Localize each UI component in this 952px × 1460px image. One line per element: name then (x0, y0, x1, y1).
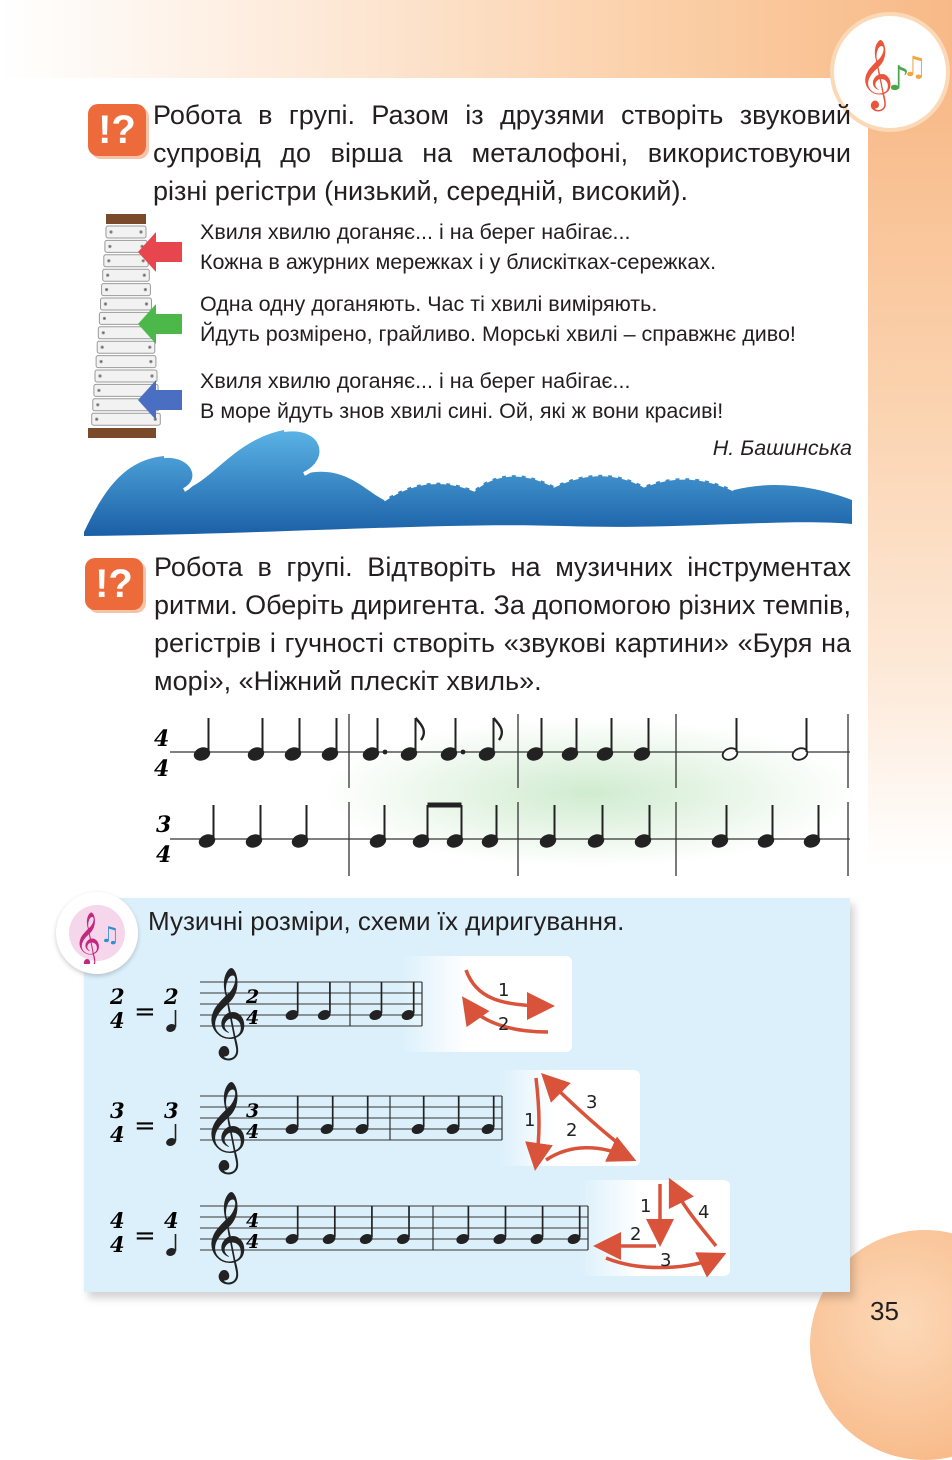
meter-count: 2 (164, 984, 179, 1009)
sea-waves-illustration (84, 420, 852, 536)
register-arrows (138, 232, 184, 428)
dotted-note (362, 718, 387, 762)
meter-row-4-4 (110, 1180, 730, 1285)
poem-line: Хвиля хвилю доганяє... і на берег набігає... (200, 369, 631, 393)
meter-denominator: 4 (110, 1122, 125, 1147)
treble-clef-icon: 𝄞 (202, 967, 249, 1057)
quarter-note (587, 805, 605, 849)
staff-time-top: 4 (246, 1210, 260, 1232)
beat-number: 4 (698, 1202, 710, 1223)
high-register-arrow (138, 232, 182, 272)
equals-sign: = (134, 1221, 156, 1251)
equals-sign: = (134, 997, 156, 1027)
task-1-text: Робота в групі. Разом із друзями створіть звуковий супровід до вірша на металофоні, використовуючи різні регістри (низький, середній, високий). (153, 100, 851, 206)
quarter-note (633, 718, 651, 762)
quarter-note (193, 718, 211, 762)
info-box-title: Музичні розміри, схеми їх диригування. (148, 906, 625, 936)
quarter-note (291, 805, 309, 849)
right-decor-band (868, 78, 952, 1394)
beat-number: 2 (498, 1014, 510, 1035)
quarter-note (446, 805, 464, 849)
poem-stanza-2 (200, 289, 796, 349)
conducting-card (400, 956, 572, 1052)
middle-register-arrow (138, 304, 182, 344)
poem-line: Одна одну доганяють. Час ті хвилі виміряють. (200, 292, 658, 316)
staff-time-bottom: 4 (246, 1007, 260, 1029)
page-number: 35 (870, 1296, 899, 1326)
treble-clef-icon: 𝄞 (202, 1081, 249, 1171)
quarter-note (711, 805, 729, 849)
meter-numerator: 2 (110, 984, 125, 1009)
beat-number: 3 (586, 1092, 598, 1113)
quarter-note (539, 805, 557, 849)
poem-line: Кожна в ажурних мережках і у блискітках-сережках. (200, 250, 717, 274)
meter-denominator: 4 (110, 1232, 125, 1257)
eighth-note (400, 718, 424, 762)
half-note (721, 718, 739, 762)
svg-text:♪: ♪ (888, 59, 910, 99)
svg-text:♫: ♫ (100, 923, 120, 948)
quarter-note (596, 718, 614, 762)
quarter-note (198, 805, 216, 849)
meter-numerator: 3 (110, 1098, 125, 1123)
quarter-note (245, 805, 263, 849)
poem-line: Йдуть розмірено, грайливо. Морські хвилі – справжнє диво! (200, 322, 796, 346)
svg-text:♫: ♫ (902, 50, 928, 83)
treble-clef-icon: 𝄞 (202, 1191, 249, 1281)
beat-number: 1 (524, 1110, 536, 1131)
meter-row-3-4 (110, 1070, 640, 1175)
rhythm-staves (150, 708, 854, 880)
task-2-text: Робота в групі. Відтворіть на музичних інструментах ритми. Оберіть диригента. За допомогою різних темпів, регістрів і гучності створіть «звукові картини» «Буря на морі», «Ніжний плескіт хвиль». (154, 552, 851, 696)
poem-line: Хвиля хвилю доганяє... і на берег набігає... (200, 220, 631, 244)
poem-line: В море йдуть знов хвилі сині. Ой, які ж вони красиві! (200, 399, 724, 423)
meter-numerator: 4 (110, 1208, 125, 1233)
quarter-note (526, 718, 544, 762)
group-task-icon: !? (85, 558, 143, 610)
time-signature-bottom: 4 (156, 842, 172, 868)
time-signature-bottom: 4 (154, 756, 170, 782)
equals-sign: = (134, 1111, 156, 1141)
quarter-note (803, 805, 821, 849)
conducting-card (500, 1070, 640, 1166)
beat-number: 1 (498, 980, 510, 1001)
time-signature-top: 4 (154, 726, 170, 752)
staff-time-top: 2 (246, 986, 260, 1008)
treble-clef-icon (850, 32, 930, 112)
rhythm-exercise (150, 708, 854, 880)
half-note (791, 718, 809, 762)
poem-author: Н. Башинська (712, 436, 852, 460)
staff-time-top: 3 (246, 1100, 260, 1122)
top-decor-band (0, 0, 952, 78)
time-signature-top: 3 (156, 812, 172, 838)
poem-stanza-3 (200, 366, 723, 426)
meter-count: 4 (164, 1208, 179, 1233)
meter-count: 3 (164, 1098, 179, 1123)
meter-row-2-4 (109, 956, 572, 1061)
meters-diagram (100, 956, 740, 1286)
group-task-icon: !? (88, 104, 146, 156)
eighth-note (478, 718, 502, 762)
beat-number: 1 (640, 1196, 652, 1217)
quarter-note (247, 718, 265, 762)
quarter-note (321, 718, 339, 762)
treble-clef-icon (66, 902, 128, 964)
low-register-arrow (138, 380, 182, 420)
staff-time-bottom: 4 (246, 1121, 260, 1143)
dotted-note (440, 718, 465, 762)
staff-time-bottom: 4 (246, 1231, 260, 1253)
svg-text:𝄞: 𝄞 (858, 39, 894, 109)
quarter-note (634, 805, 652, 849)
svg-text:𝄞: 𝄞 (74, 911, 102, 964)
quarter-note (369, 805, 387, 849)
quarter-note (757, 805, 775, 849)
beat-number: 2 (630, 1224, 642, 1245)
beat-number: 3 (660, 1250, 672, 1271)
quarter-note (561, 718, 579, 762)
poem-stanza-1 (200, 217, 716, 277)
quarter-note (412, 805, 430, 849)
quarter-note (481, 805, 499, 849)
quarter-note (284, 718, 302, 762)
meter-denominator: 4 (110, 1008, 125, 1033)
beat-number: 2 (566, 1120, 578, 1141)
